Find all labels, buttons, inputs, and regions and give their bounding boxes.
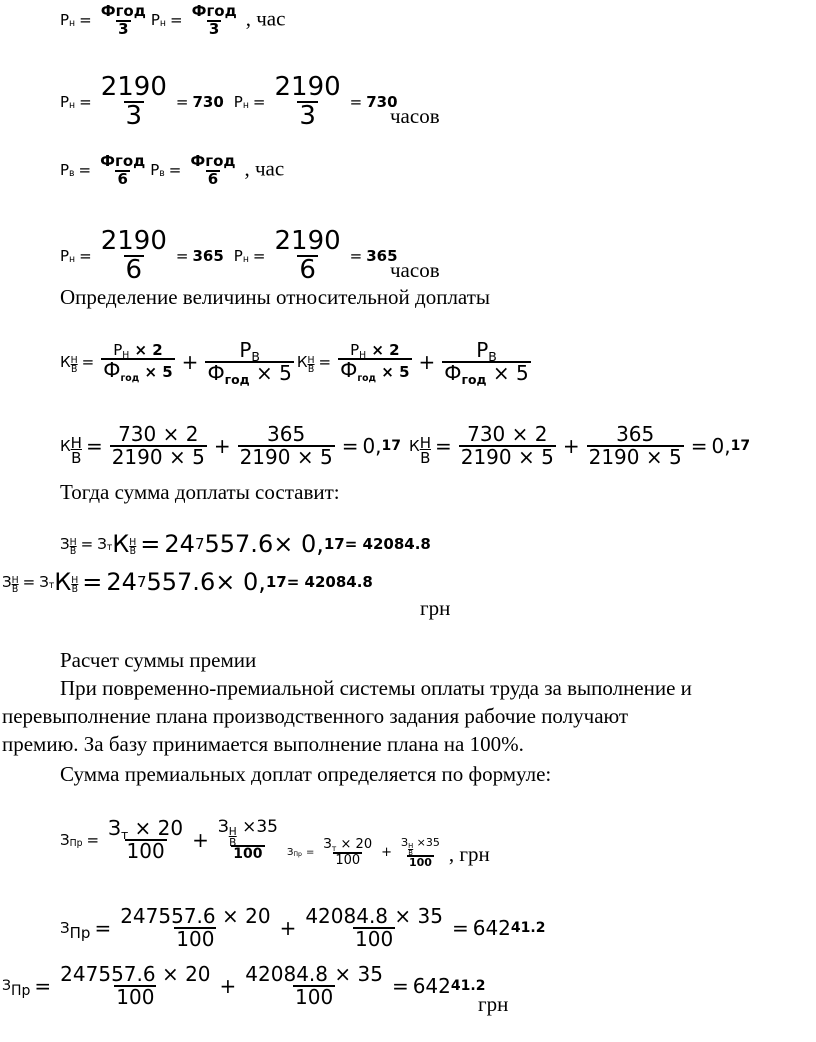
- paragraph-line-1: При повременно-премиальной системы оплаты труда за выполнение и: [60, 676, 692, 700]
- unit-hours-2: часов: [390, 258, 440, 282]
- paragraph-line-3: премию. За базу принимается выполнение плана на 100%.: [2, 732, 524, 756]
- formula-zpr-calc-2: З Пр = $\frac{247557.6 \times 20}{100}$ + $\frac{42084.8 \times 35}{100}$ = 642 41.2: [2, 962, 486, 1009]
- formula-rn-calc: Р н = $\frac{2190}{3}$ = 730 Р н = $\frac{2190}{3}$ = 730: [60, 72, 398, 132]
- formula-rv-general: Р в = $\frac{\text{Фгод}}{6}$ Р в = $\frac{\text{Фгод}}{6}$ , час: [60, 152, 285, 188]
- heading-relative-surcharge: Определение величины относительной доплаты: [60, 285, 490, 309]
- formula-rn-general: Р н = $\frac{\text{Фгод}}{3}$ Р н = $\frac{\text{Фгод}}{3}$ , час: [60, 2, 286, 38]
- formula-k-general: К Н В = $\frac{Р_Н \times 2}{Ф_{год} \times 5}$ + $\frac{Р_В}{Ф_{год} \times 5}$ К Н В = $\frac{Р_Н \times 2}{Ф_{год} \times 5}$ + $\frac{Р_В}{Ф_{год} \times 5}$: [60, 338, 529, 388]
- formula-z-calc-2: З Н В = З т К Н В = 24 7 557.6 × 0, 17 = 42084.8: [2, 568, 373, 596]
- unit-uah-1: грн: [420, 596, 451, 620]
- formula-k-calc: К Н В = $\frac{730 \times 2}{2190 \times 5}$ + $\frac{365}{2190 \times 5}$ = 0, 17 К Н В = $\frac{730 \times 2}{2190 \times 5}$ + $\frac{365}{2190 \times 5}$ = 0, 17: [60, 422, 751, 469]
- unit-hours-1: часов: [390, 104, 440, 128]
- formula-z-calc-1: З Н В = З т К Н В = 24 7 557.6 × 0, 17 = 42084.8: [60, 530, 431, 558]
- heading-bonus: Расчет суммы премии: [60, 648, 257, 672]
- formula-zpr-general: З Пр = $\frac{З_т \times 20}{100}$ + З Н В ×35 100 З Пр = $\frac{З_т \times 20}{100}$ + З Н В ×35 100 , грн: [60, 816, 490, 869]
- unit-uah-2: грн: [478, 992, 509, 1016]
- formula-rv-calc: Р н = $\frac{2190}{6}$ = 365 Р н = $\frac{2190}{6}$ = 365: [60, 226, 398, 286]
- text-then-sum: Тогда сумма доплаты составит:: [60, 480, 340, 504]
- text-formula-intro: Сумма премиальных доплат определяется по формуле:: [60, 762, 552, 786]
- formula-zpr-calc-1: З Пр = $\frac{247557.6 \times 20}{100}$ + $\frac{42084.8 \times 35}{100}$ = 642 41.2: [60, 904, 546, 951]
- paragraph-line-2: перевыполнение плана производственного задания рабочие получают: [2, 704, 629, 728]
